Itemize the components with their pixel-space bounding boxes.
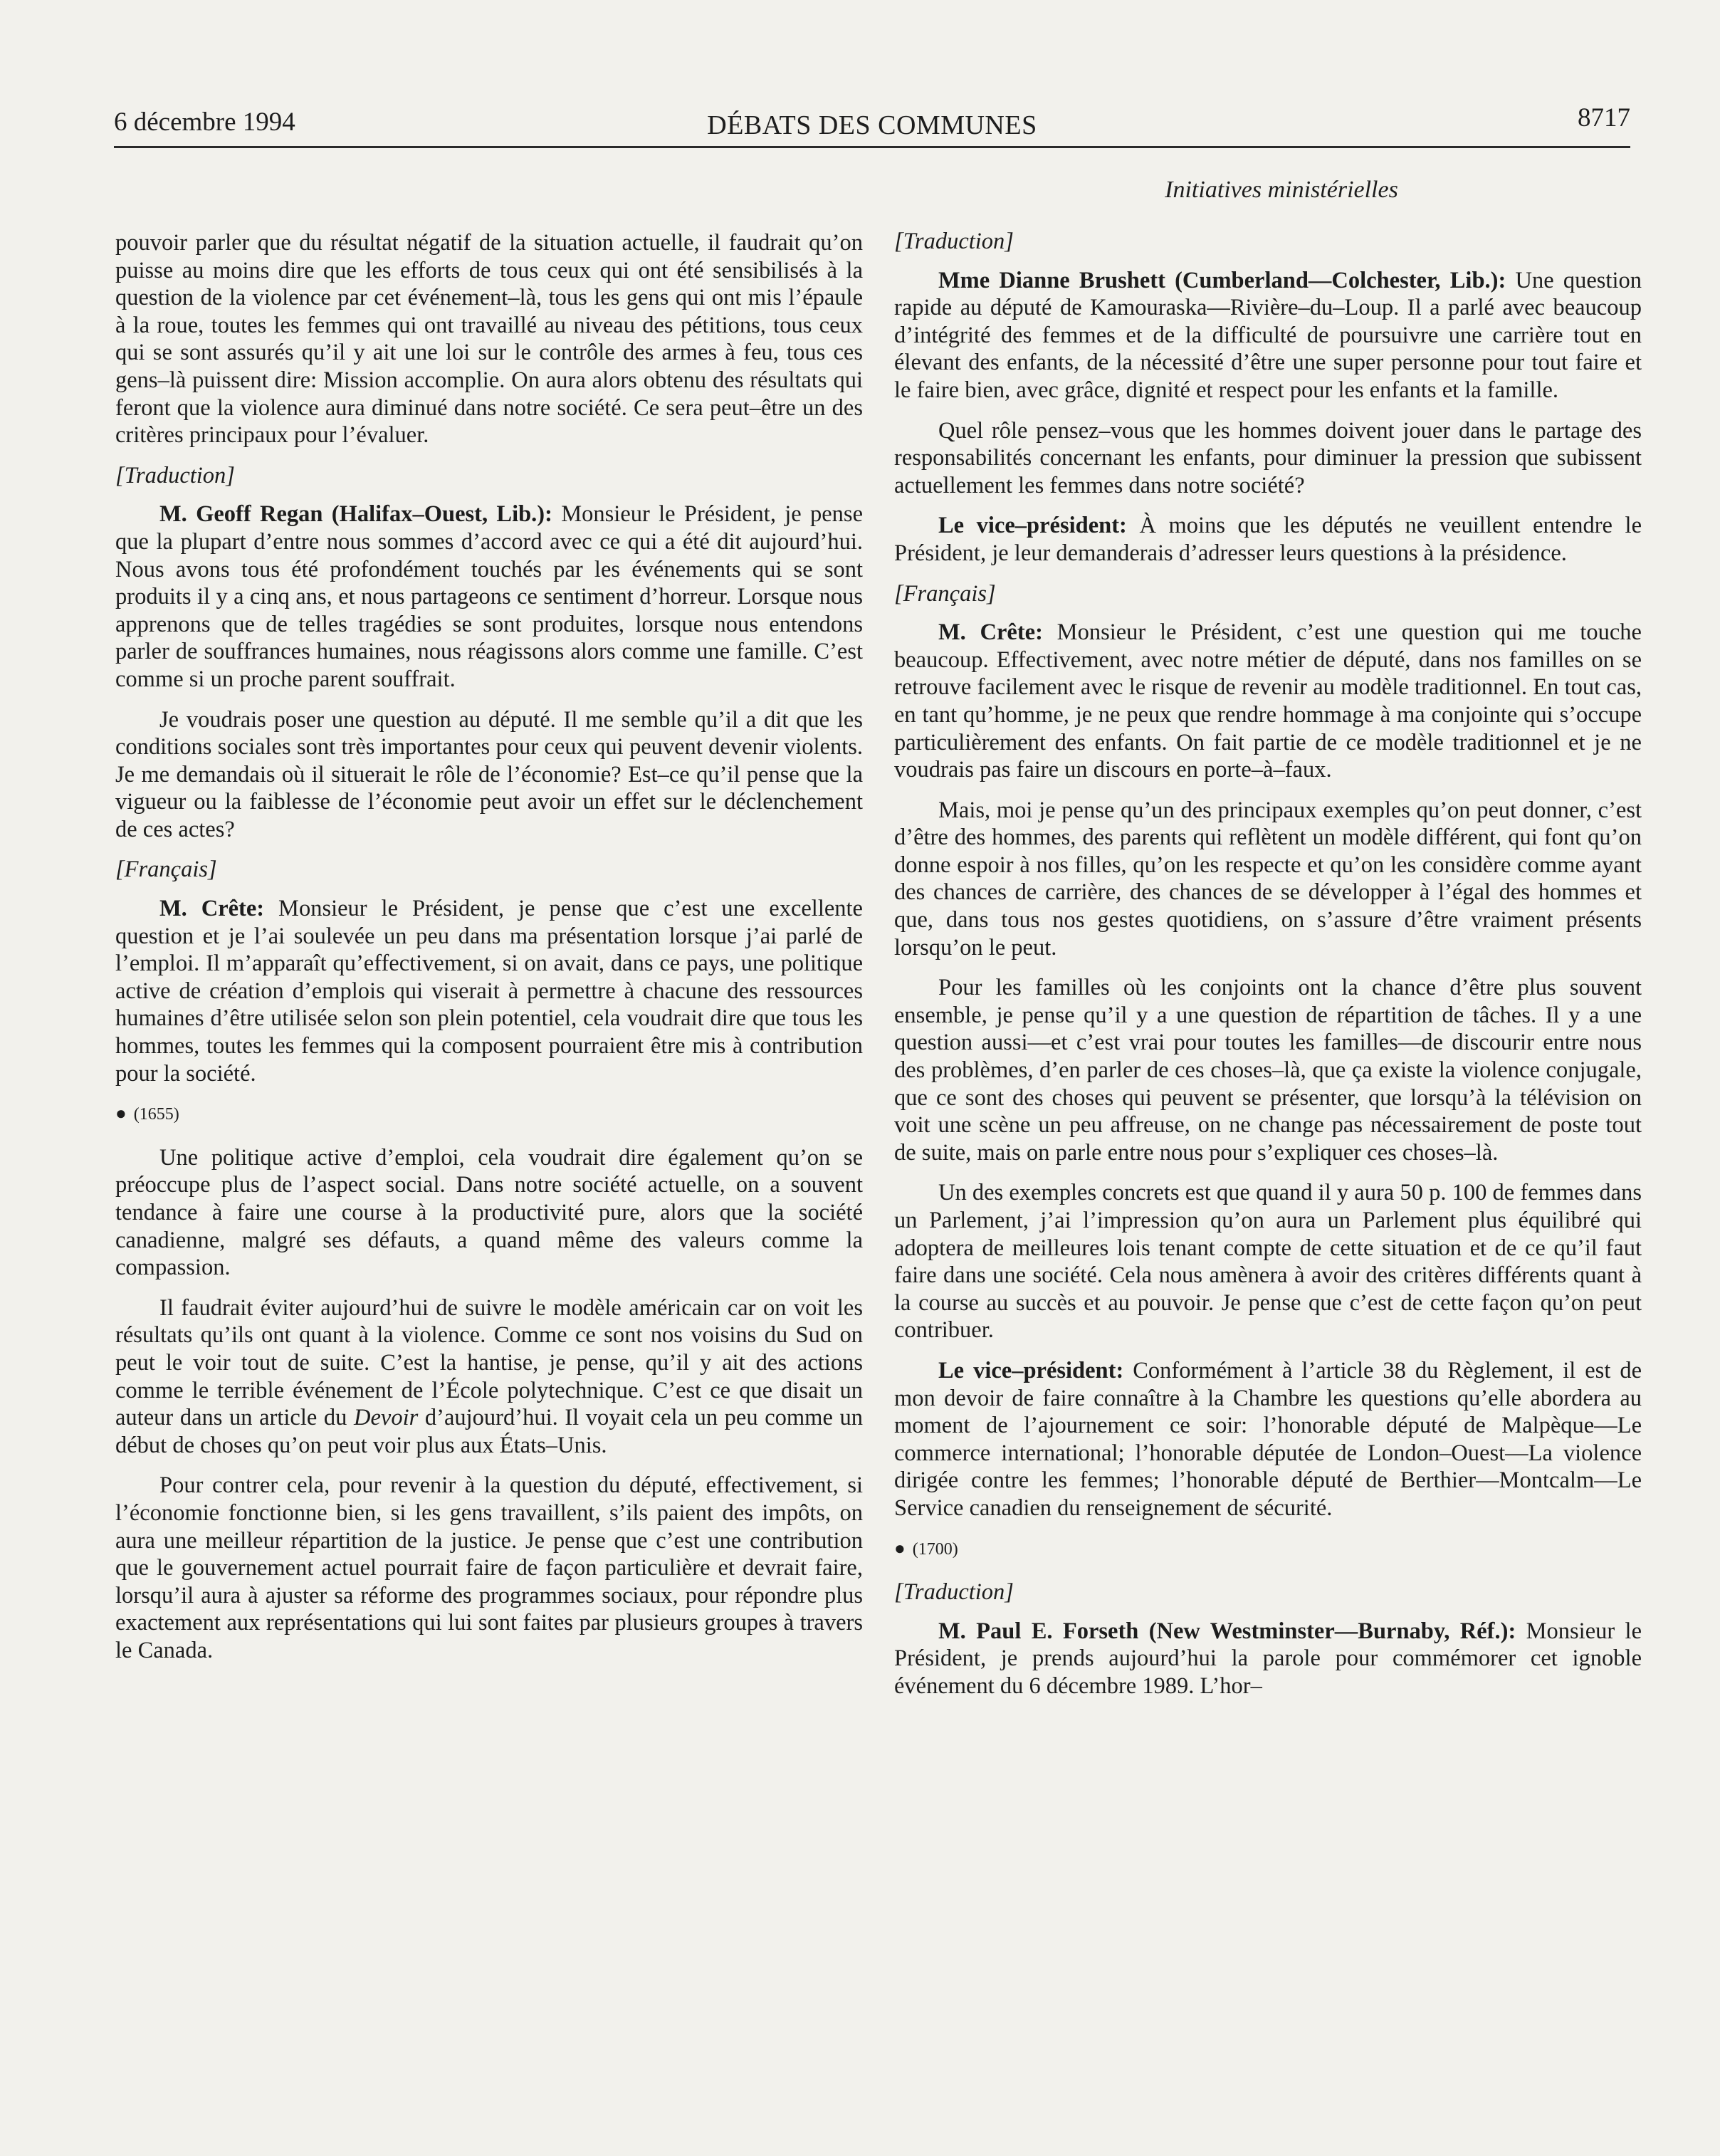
speaker-name: M. Paul E. Forseth (New Westminster—Burnaby, Réf.): (938, 1618, 1516, 1644)
paragraph: Mais, moi je pense qu’un des principaux exemples qu’on peut donner, c’est d’être des hommes, des parents qui reflètent un modèle différent, qui font qu’on donne espoir à nos filles, qu’on les respecte et qu’on les considère comme ayant des chances de carrière, des chances de se développer à l’égal des hommes et que, dans tous nos gestes quotidiens, on s’assure d’être vraiment présents lorsqu’on le peut. (894, 797, 1642, 961)
speaker-name: M. Geoff Regan (Halifax–Ouest, Lib.): (159, 501, 552, 528)
language-label: [Traduction] (115, 462, 235, 488)
paragraph: Pour contrer cela, pour revenir à la question du député, effectivement, si l’économie fonctionne bien, si les gens travaillent, s’ils paient des impôts, on aura une meilleur répartition de la justice. Je pense que c’est une contribution que le gouvernement actuel pourrait faire de façon particulière et devrait faire, lorsqu’il aura à ajuster sa réforme des programmes sociaux, pour répondre plus exactement aux représentations qui lui sont faites par plusieurs groupes à travers le Canada. (115, 1472, 863, 1663)
speech-text: Monsieur le Président, je pense que c’est une excellente question et je l’ai soulevée un peu dans ma présentation lorsque j’ai parlé de l’emploi. Il m’apparaît qu’effectivement, si on avait, dans ce pays, une politique active de création d’emplois qui viserait à permettre à chacune des ressources humaines d’être utilisée selon son plein potentiel, cela voudrait dire que tous les hommes, toutes les femmes qui la composent pourraient être mis à contribution pour la société. (115, 896, 863, 1087)
language-label: [Traduction] (894, 229, 1014, 254)
paragraph (894, 1357, 1642, 1522)
speaker-name: M. Crête: (159, 896, 265, 922)
header-title: DÉBATS DES COMMUNES (707, 110, 1037, 140)
speaker-name: Le vice–président: (938, 513, 1127, 539)
speaker-name: M. Crête: (938, 619, 1043, 646)
paragraph (894, 512, 1642, 567)
paragraph: Un des exemples concrets est que quand il y aura 50 p. 100 de femmes dans un Parlement, j’ai l’impression qu’on aura un Parlement plus équilibré qui adoptera de meilleures lois tenant compte de cette situation et de ce qu’il faut faire dans une société. Cela nous amènera à avoir des critères différents quant à la course au succès et au pouvoir. Je pense que c’est de cette façon qu’on peut contribuer. (894, 1180, 1642, 1344)
paragraph: Une politique active d’emploi, cela voudrait dire également qu’on se préoccupe plus de l’aspect social. Dans notre société actuelle, on a souvent tendance à faire une course à la productivité pure, alors que la société canadienne, malgré ses défauts, a quand même des valeurs comme la compassion. (115, 1144, 863, 1281)
paragraph (894, 267, 1642, 404)
speech-text: À moins que les députés ne veuillent entendre le Président, je leur demanderais d’adresser leurs questions à la présidence. (894, 513, 1642, 566)
time-marker (115, 1100, 863, 1129)
language-label: [Traduction] (894, 1579, 1014, 1606)
paragraph: pouvoir parler que du résultat négatif de la situation actuelle, il faudrait qu’on puisse au moins dire que les efforts de tous ceux qui ont été sensibilisés à la question de la violence par cet événement–là, tous les gens qui ont mis l’épaule à la roue, toutes les femmes qui ont travaillé au niveau des pétitions, tous ceux qui se sont assurés qu’il y ait une loi sur le contrôle des armes à feu, tous ces gens–là puissent dire: Mission accomplie. On aura alors obtenu des résultats qui feront que la violence aura diminué dans notre société. Ce sera peut–être un des critères principaux pour l’évaluer. (115, 230, 863, 449)
bullet-icon: ● (894, 1537, 906, 1559)
paragraph: Pour les familles où les conjoints ont la chance d’être plus souvent ensemble, je pense qu’il y a une question de répartition de tâches. Il y a une question aussi—et c’est vrai pour toutes les familles—de discourir entre nous des problèmes, d’en parler de ces choses–là, que ça existe la violence conjugale, que ce sont des choses qui peuvent se présenter, que lorsqu’à la télévision on voit une scène un peu affreuse, on ne change pas nécessairement de poste tout de suite, mais on parle entre nous pour s’expliquer ces choses–là. (894, 975, 1642, 1166)
right-column (894, 228, 1642, 1713)
page-header (114, 101, 1630, 147)
time-marker-text: (1700) (912, 1539, 958, 1559)
paragraph: Quel rôle pensez–vous que les hommes doivent jouer dans le partage des responsabilités concernant les enfants, pour diminuer la pression que subissent actuellement les femmes dans notre société? (894, 417, 1642, 498)
language-label: [Français] (115, 857, 217, 883)
speech-text: d’aujourd’hui. Il voyait cela un peu comme un début de choses qu’on peut voir plus aux États–Unis. (115, 1405, 863, 1458)
publication-name: Devoir (354, 1405, 419, 1431)
paragraph: Je voudrais poser une question au député. Il me semble qu’il a dit que les conditions sociales sont très importantes pour ceux qui peuvent devenir violents. Je me demandais où il situerait le rôle de l’économie? Est–ce qu’il pense que la vigueur ou la faiblesse de l’économie peut avoir un effet sur le déclenchement de ces actes? (115, 706, 863, 842)
paragraph (115, 501, 863, 693)
speech-text: Monsieur le Président, je prends aujourd’hui la parole pour commémorer cet ignoble événement du 6 décembre 1989. L’hor– (894, 1618, 1642, 1699)
left-column (115, 229, 863, 1678)
section-label: Initiatives ministérielles (1165, 177, 1398, 203)
speech-text: Monsieur le Président, c’est une question qui me touche beaucoup. Effectivement, avec notre métier de député, dans nos familles on se retrouve facilement avec le risque de revenir au modèle traditionnel. En tout cas, en tant qu’homme, je ne peux que rendre hommage à ma conjointe qui s’occupe particulièrement des enfants. On fait partie de ce modèle traditionnel et je ne voudrais pas faire un discours en porte–à–faux. (894, 619, 1642, 783)
paragraph (115, 1294, 863, 1460)
time-marker-text: (1655) (133, 1105, 179, 1124)
speech-text: Il faudrait éviter aujourd’hui de suivre le modèle américain car on voit les résultats qu’ils ont quant à la violence. Comme ce sont nos voisins du Sud on peut le voir tout de suite. C’est la hantise, je pense, qu’il y ait des actions comme le terrible événement de l’École polytechnique. C’est ce que disait un auteur dans un article du (115, 1294, 863, 1431)
bullet-icon: ● (115, 1103, 127, 1124)
speech-text: Monsieur le Président, je pense que la plupart d’entre nous sommes d’accord avec ce qui a été dit aujourd’hui. Nous avons tous été profondément touchés par les événements qui se sont produits il y a cinq ans, et nous partageons ce sentiment d’horreur. Lorsque nous apprenons que de telles tragédies se sont produites, lorsque nous entendons parler de souffrances humaines, nous réagissons alors comme une famille. C’est comme si un proche parent souffrait. (115, 501, 863, 692)
page-number: 8717 (1578, 103, 1630, 132)
speaker-name: Mme Dianne Brushett (Cumberland—Colchester, Lib.): (938, 267, 1506, 293)
speech-text: Conformément à l’article 38 du Règlement, il est de mon devoir de faire connaître à la Chambre les questions qu’elle abordera au moment de l’ajournement ce soir: l’honorable député de Malpèque—Le commerce international; l’honorable députée de London–Ouest—La violence dirigée contre les femmes; l’honorable député de Berthier—Montcalm—Le Service canadien du renseignement de sécurité. (894, 1357, 1642, 1521)
speaker-name: Le vice–président: (938, 1357, 1124, 1383)
time-marker (894, 1535, 1642, 1564)
paragraph (894, 1618, 1642, 1700)
speech-text: Une question rapide au député de Kamouraska—Rivière–du–Loup. Il a parlé avec beaucoup d’intégrité des femmes et de la difficulté de poursuivre une carrière tout en élevant des enfants, de la nécessité d’être une super personne pour tout faire et le faire bien, avec grâce, dignité et respect pour les enfants et la famille. (894, 267, 1642, 403)
header-rule (114, 146, 1630, 148)
paragraph (115, 895, 863, 1087)
language-label: [Français] (894, 580, 996, 607)
paragraph (894, 619, 1642, 784)
header-date: 6 décembre 1994 (114, 108, 295, 137)
